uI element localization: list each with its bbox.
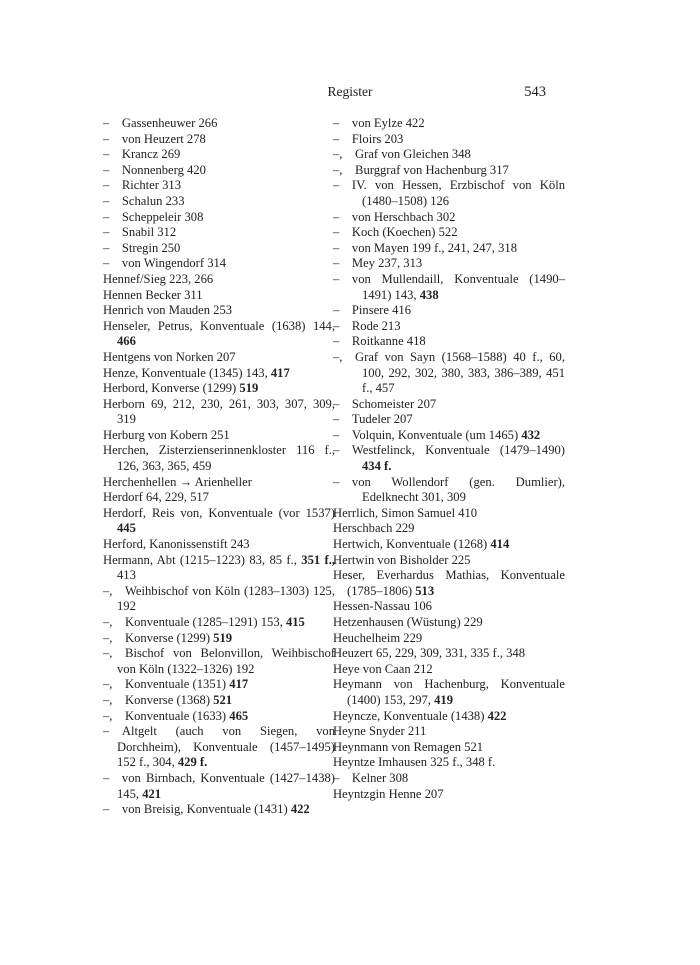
index-entry <box>103 584 335 615</box>
entry-text: Heymann von Hachenburg, Konventuale (1400) 153, 297, <box>333 677 565 707</box>
index-entry <box>333 521 565 537</box>
index-entry <box>103 319 335 350</box>
index-entry <box>103 132 335 148</box>
entry-text: – Pinsere 416 <box>333 303 412 318</box>
primary-page-ref: 519 <box>213 630 233 645</box>
index-entry <box>103 303 335 319</box>
index-entry <box>103 350 335 366</box>
index-entry <box>103 428 335 444</box>
index-entry <box>333 787 565 803</box>
index-entry <box>333 350 565 397</box>
entry-text: Herschbach 229 <box>333 521 415 536</box>
entry-text: Heyntzgin Henne 207 <box>333 786 444 801</box>
entry-text: Heyncze, Konventuale (1438) <box>333 708 488 723</box>
entry-text: –, Bischof von Belonvillon, Weihbischof von Köln (1322–1326) 192 <box>103 646 335 676</box>
entry-text: Herchenhellen → Arienheller <box>103 474 252 489</box>
entry-text: Herburg von Kobern 251 <box>103 427 230 442</box>
entry-text: – Scheppeleir 308 <box>103 209 204 224</box>
index-entry <box>333 599 565 615</box>
index-entry <box>103 397 335 428</box>
entry-text: – Rode 213 <box>333 318 401 333</box>
index-entry <box>103 241 335 257</box>
entry-text: Heye von Caan 212 <box>333 661 433 676</box>
index-entry <box>333 537 565 553</box>
index-entry <box>333 631 565 647</box>
primary-page-ref: 419 <box>434 692 453 707</box>
index-entry <box>333 116 565 132</box>
primary-page-ref: 466 <box>117 334 136 349</box>
entry-text: – Tudeler 207 <box>333 412 413 427</box>
index-entry <box>103 443 335 474</box>
index-entry <box>333 553 565 569</box>
index-entry <box>333 568 565 599</box>
entry-text: Heser, Everhardus Mathias, Konventuale (1785–1806) <box>333 568 565 598</box>
index-entry <box>333 319 565 335</box>
entry-text: – Schalun 233 <box>103 193 185 208</box>
primary-page-ref: 415 <box>285 615 305 629</box>
index-entry <box>333 256 565 272</box>
entry-text: Herford, Kanonissenstift 243 <box>103 537 250 552</box>
index-entry <box>103 709 335 725</box>
primary-page-ref: 351 f., <box>301 552 336 567</box>
primary-page-ref: 519 <box>239 381 259 396</box>
entry-text: Hetzenhausen (Wüstung) 229 <box>333 615 483 629</box>
entry-text: – von Heuzert 278 <box>103 131 206 146</box>
index-entry <box>103 210 335 226</box>
entry-text: – Volquin, Konventuale (um 1465) <box>333 427 522 442</box>
entry-text: – IV. von Hessen, Erzbischof von Köln (1480–1508) 126 <box>333 178 565 208</box>
entry-text: 413 <box>117 568 136 583</box>
entry-text: – von Breisig, Konventuale (1431) <box>103 802 291 817</box>
index-entry <box>103 163 335 179</box>
index-entry <box>103 724 335 771</box>
entry-text: – Koch (Koechen) 522 <box>333 225 458 240</box>
entry-text: Hennen Becker 311 <box>103 287 203 302</box>
index-entry <box>103 116 335 132</box>
index-entry <box>333 303 565 319</box>
primary-page-ref: 445 <box>117 521 136 536</box>
index-entry <box>103 646 335 677</box>
entry-text: – Stregin 250 <box>103 240 181 255</box>
index-column-left <box>103 116 335 818</box>
primary-page-ref: 422 <box>487 708 507 723</box>
index-entry <box>333 428 565 444</box>
index-entry <box>333 724 565 740</box>
entry-text: Henseler, Petrus, Konventuale (1638) 144, <box>103 318 335 333</box>
entry-text: Heyne Snyder 211 <box>333 724 427 739</box>
entry-text: Hessen-Nassau 106 <box>333 599 432 614</box>
primary-page-ref: 432 <box>521 427 541 442</box>
index-entry <box>103 381 335 397</box>
primary-page-ref: 429 f. <box>177 755 208 770</box>
entry-text: –, Konventuale (1285–1291) 153, <box>103 615 286 629</box>
index-entry <box>103 693 335 709</box>
index-entry <box>333 178 565 209</box>
index-entry <box>333 475 565 506</box>
entry-text: Henze, Konventuale (1345) 143, <box>103 365 271 380</box>
index-entry <box>333 615 565 631</box>
entry-text: Heuchelheim 229 <box>333 630 423 645</box>
entry-text: – Schomeister 207 <box>333 396 437 411</box>
index-entry <box>103 677 335 693</box>
entry-text: – Westfelinck, Konventuale (1479–1490) <box>333 443 565 458</box>
index-column-right <box>333 116 565 802</box>
entry-text: Hentgens von Norken 207 <box>103 349 236 364</box>
index-entry <box>333 709 565 725</box>
entry-text: Heynmann von Remagen 521 <box>333 739 484 754</box>
index-entry <box>333 334 565 350</box>
entry-text: – Mey 237, 313 <box>333 256 423 271</box>
index-entry <box>103 366 335 382</box>
index-entry <box>333 506 565 522</box>
index-entry <box>103 147 335 163</box>
entry-text: Herdorf 64, 229, 517 <box>103 490 209 505</box>
entry-text: –, Konverse (1299) <box>103 630 214 645</box>
index-entry <box>333 755 565 771</box>
index-entry <box>333 163 565 179</box>
entry-text: – von Wollendorf (gen. Dumlier), Edelknecht 301, 309 <box>333 474 565 505</box>
entry-text: Hertwich, Konventuale (1268) <box>333 537 491 552</box>
primary-page-ref: 422 <box>290 802 310 817</box>
entry-text: –, Konverse (1368) <box>103 692 214 707</box>
entry-text: Herdorf, Reis von, Konventuale (vor 1537) <box>103 505 335 520</box>
index-entry <box>103 288 335 304</box>
index-entry <box>103 537 335 553</box>
entry-text: Herrlich, Simon Samuel 410 <box>333 505 478 520</box>
entry-text: Herchen, Zisterzienserinnenkloster 116 f., 126, 363, 365, 459 <box>103 443 335 474</box>
index-entry <box>333 397 565 413</box>
entry-text: – Altgelt (auch von Siegen, von Dorchheim), Konventuale (1457–1495) 152 f., 304, <box>103 724 335 770</box>
index-entry <box>333 225 565 241</box>
entry-text: – von Herschbach 302 <box>333 209 456 224</box>
index-entry <box>333 771 565 787</box>
entry-text: Hermann, Abt (1215–1223) 83, 85 f., <box>103 552 302 567</box>
entry-text: –, Burggraf von Hachenburg 317 <box>333 162 509 177</box>
entry-text: – Roitkanne 418 <box>333 334 426 349</box>
entry-text: – Gassenheuwer 266 <box>103 116 218 130</box>
primary-page-ref: 417 <box>270 365 290 380</box>
index-entry <box>103 475 335 491</box>
entry-text: –, Graf von Gleichen 348 <box>333 147 471 162</box>
index-entry <box>333 147 565 163</box>
entry-text: Heuzert 65, 229, 309, 331, 335 f., 348 <box>333 646 526 661</box>
entry-text: – von Eylze 422 <box>333 116 425 130</box>
entry-text: Hertwin von Bisholder 225 <box>333 552 471 567</box>
index-entry <box>333 132 565 148</box>
primary-page-ref: 414 <box>490 537 510 552</box>
index-entry <box>103 771 335 802</box>
entry-text: – Nonnenberg 420 <box>103 162 206 177</box>
index-entry <box>103 256 335 272</box>
primary-page-ref: 438 <box>419 287 439 302</box>
entry-text: Henrich von Mauden 253 <box>103 303 233 318</box>
index-entry <box>103 615 335 631</box>
primary-page-ref: 417 <box>229 677 249 692</box>
primary-page-ref: 521 <box>213 692 233 707</box>
index-entry <box>333 740 565 756</box>
entry-text: – Floirs 203 <box>333 131 404 146</box>
primary-page-ref: 513 <box>415 583 435 598</box>
index-entry <box>103 490 335 506</box>
entry-text: –, Graf von Sayn (1568–1588) 40 f., 60, 100, 292, 302, 380, 383, 386–389, 451 f., 457 <box>333 349 565 396</box>
index-entry <box>103 272 335 288</box>
entry-text: – von Birnbach, Konventuale (1427–1438) 145, <box>103 770 335 801</box>
entry-text: – von Mayen 199 f., 241, 247, 318 <box>333 240 517 255</box>
index-entry <box>333 662 565 678</box>
entry-text: Hennef/Sieg 223, 266 <box>103 271 214 286</box>
entry-text: Herbord, Konverse (1299) <box>103 381 240 396</box>
index-entry <box>333 210 565 226</box>
index-entry <box>103 506 335 537</box>
index-entry <box>333 646 565 662</box>
entry-text: Herborn 69, 212, 230, 261, 303, 307, 309, 319 <box>103 396 335 427</box>
entry-text: – von Mullendaill, Konventuale (1490–1491) 143, <box>333 271 565 302</box>
entry-text: – Krancz 269 <box>103 147 181 162</box>
index-entry <box>333 443 565 474</box>
entry-text: –, Weihbischof von Köln (1283–1303) 125, 192 <box>103 583 335 614</box>
entry-text: – Kelner 308 <box>333 770 409 785</box>
page-number: 543 <box>524 84 546 100</box>
primary-page-ref: 434 f. <box>362 459 392 474</box>
index-entry <box>333 677 565 708</box>
index-entry <box>103 631 335 647</box>
entry-text: – Snabil 312 <box>103 225 177 240</box>
running-header: Register <box>327 84 373 99</box>
index-entry <box>103 194 335 210</box>
primary-page-ref: 465 <box>229 708 249 723</box>
entry-text: –, Konventuale (1351) <box>103 677 230 692</box>
index-entry <box>333 241 565 257</box>
primary-page-ref: 421 <box>142 786 162 801</box>
entry-text: – Richter 313 <box>103 178 181 193</box>
index-entry <box>103 553 335 584</box>
index-entry <box>103 802 335 818</box>
index-entry <box>103 178 335 194</box>
index-entry <box>333 412 565 428</box>
entry-text: – von Wingendorf 314 <box>103 256 227 271</box>
entry-text: –, Konventuale (1633) <box>103 708 230 723</box>
index-entry <box>333 272 565 303</box>
entry-text: Heyntze Imhausen 325 f., 348 f. <box>333 755 496 770</box>
index-entry <box>103 225 335 241</box>
